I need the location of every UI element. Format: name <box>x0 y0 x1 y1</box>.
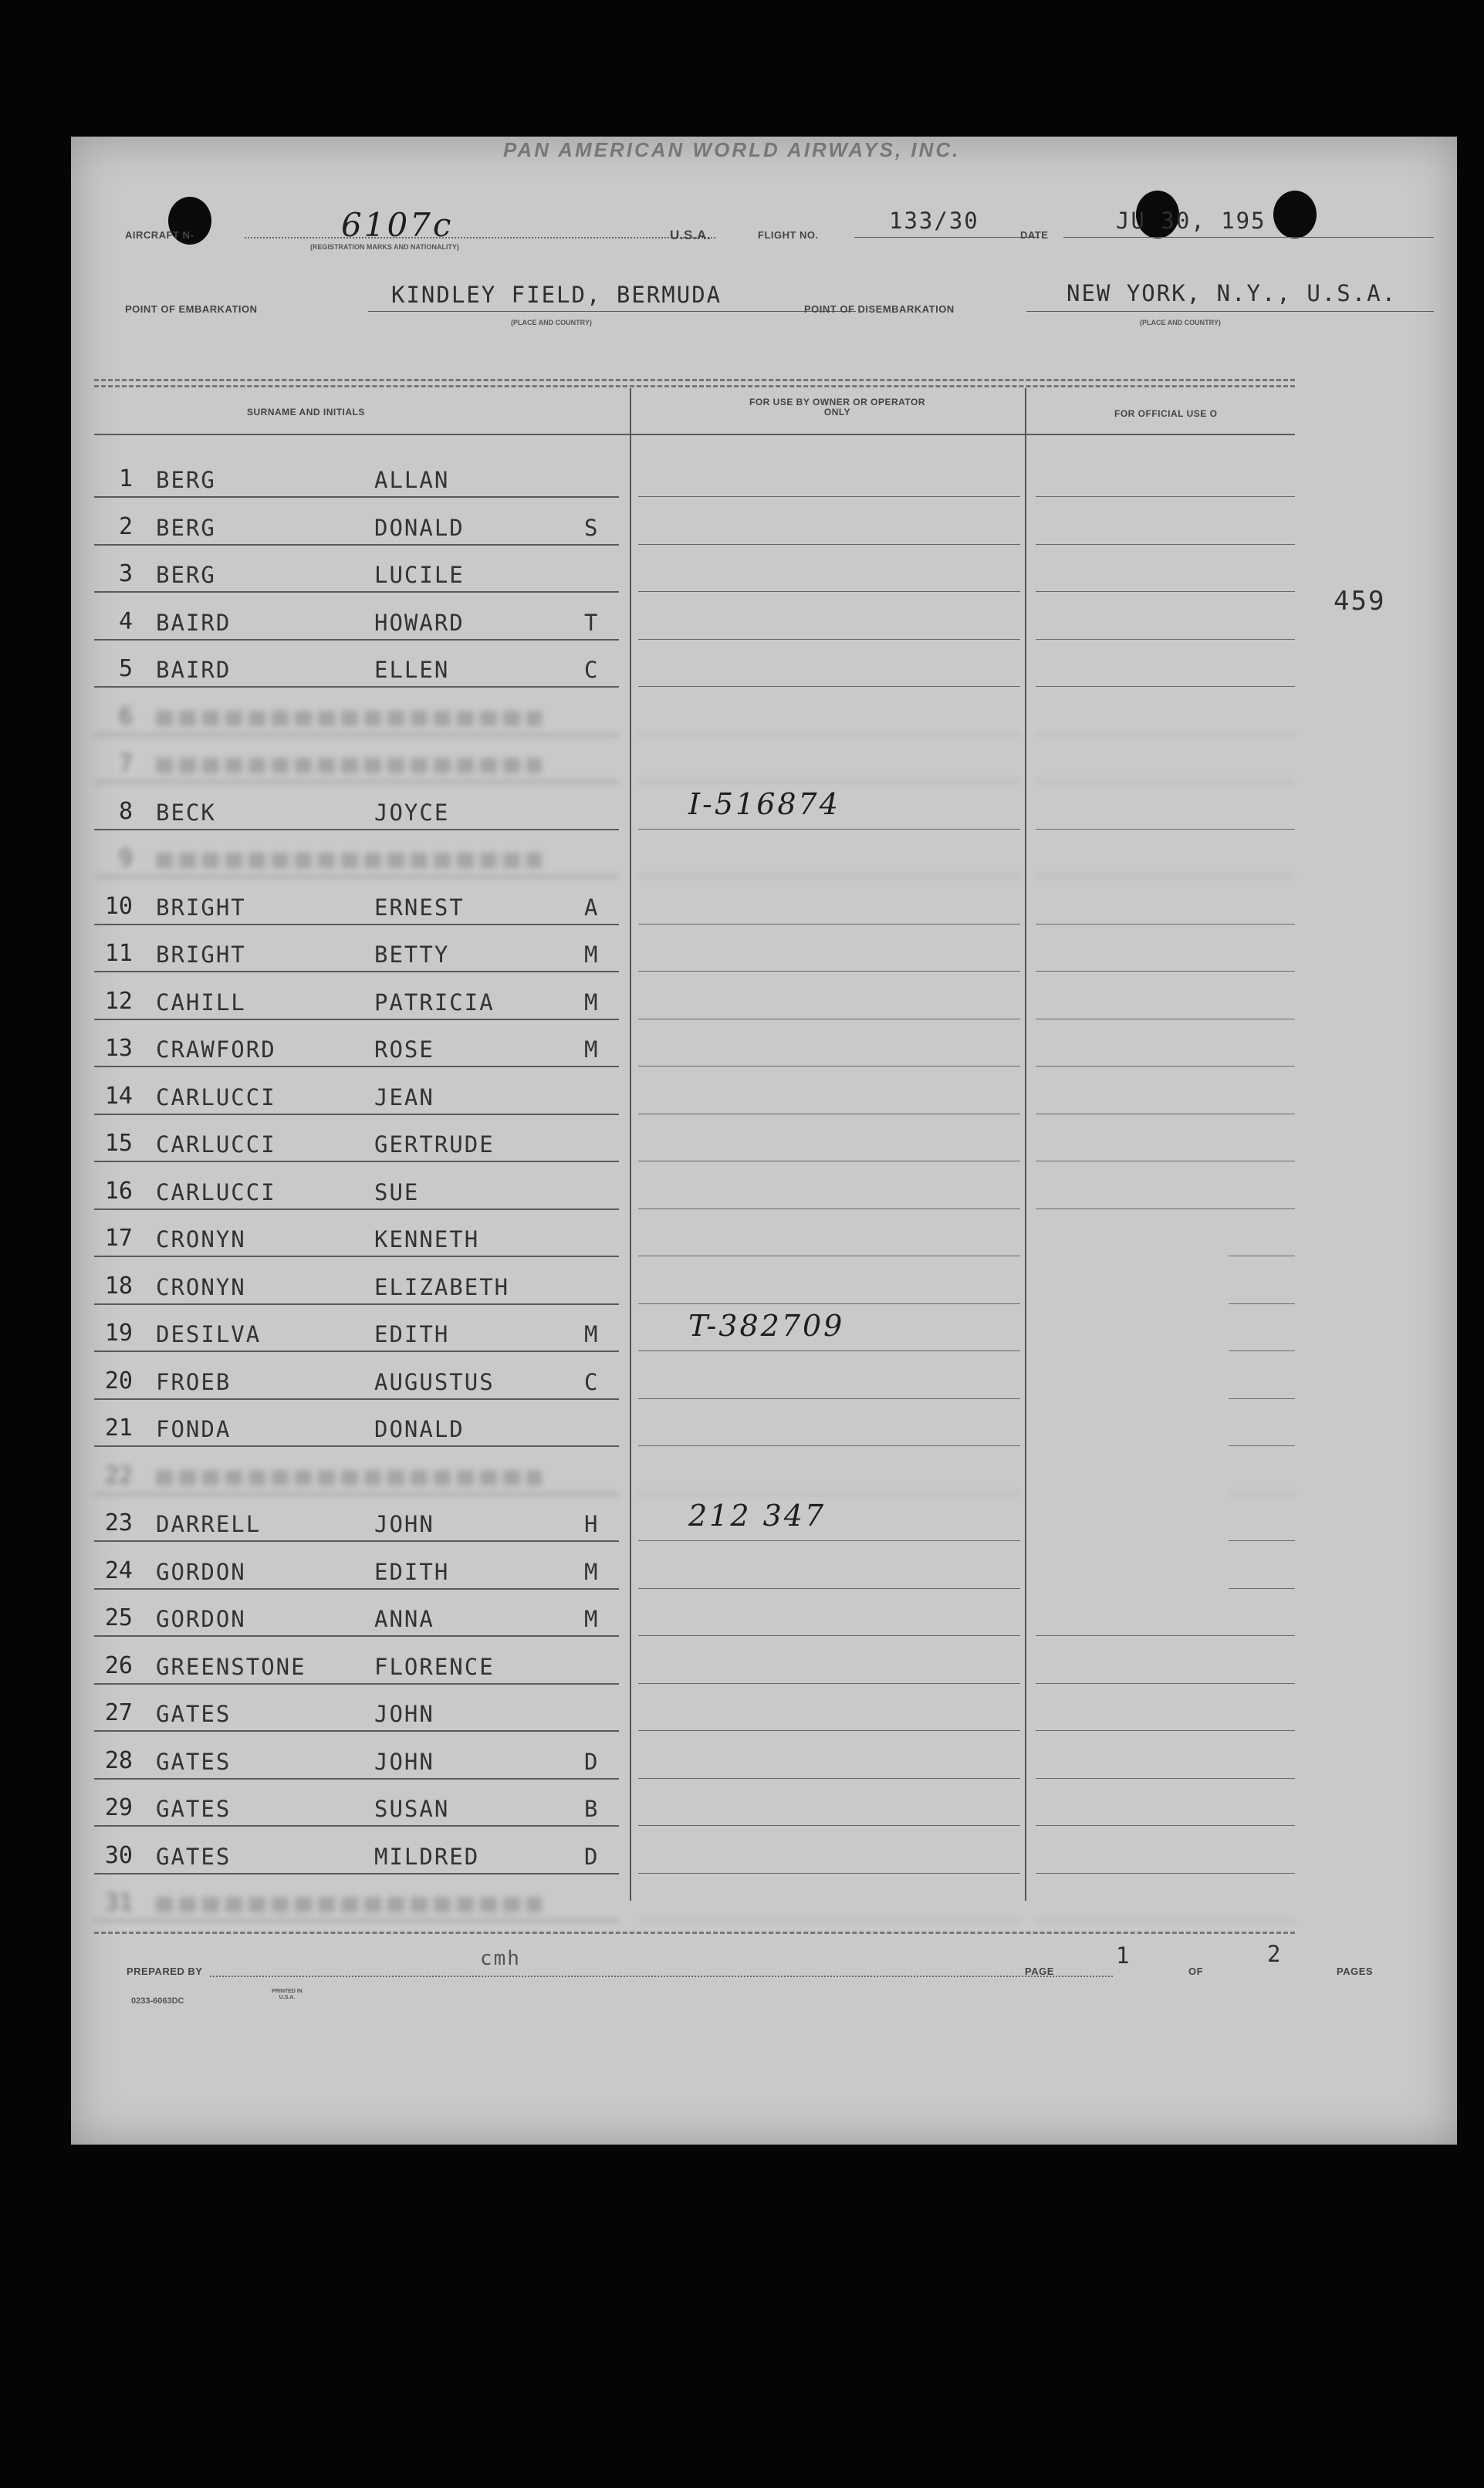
official-row-rule <box>1036 1066 1295 1067</box>
surname-cell: GATES <box>156 1701 232 1727</box>
usa-label: U.S.A. <box>670 228 712 242</box>
row-number: 8 <box>118 797 133 825</box>
surname-cell: GATES <box>156 1748 232 1775</box>
row-rule <box>94 1588 619 1590</box>
owner-row-rule <box>638 1066 1020 1067</box>
official-row-rule <box>1229 1350 1295 1351</box>
surname-cell: CRAWFORD <box>156 1036 276 1063</box>
owner-row-rule <box>638 496 1020 497</box>
initial-cell: S <box>584 514 600 541</box>
initial-cell: M <box>584 1036 600 1063</box>
row-rule <box>94 734 619 735</box>
table-row <box>71 1408 1457 1455</box>
owner-row-rule <box>638 1730 1020 1731</box>
row-rule <box>94 591 619 593</box>
surname-cell: BRIGHT <box>156 894 246 921</box>
surname-col-header: SURNAME AND INITIALS <box>247 407 365 417</box>
embark-label: POINT OF EMBARKATION <box>125 303 258 315</box>
table-row <box>71 934 1457 980</box>
table-row <box>71 1029 1457 1075</box>
surname-cell: BERG <box>156 514 216 541</box>
row-number: 18 <box>104 1272 133 1300</box>
given-name-cell: SUE <box>374 1178 420 1205</box>
row-rule <box>94 1303 619 1305</box>
initial-cell: M <box>584 1606 600 1632</box>
row-rule <box>94 496 619 498</box>
table-row <box>71 1836 1457 1882</box>
official-row-rule <box>1036 1825 1295 1826</box>
date-value: JU 30, 195 <box>1116 208 1266 234</box>
row-rule <box>94 971 619 972</box>
owner-row-rule <box>638 639 1020 640</box>
official-row-rule <box>1229 1445 1295 1446</box>
table-bottom-rule <box>94 1932 1295 1935</box>
punch-hole <box>1273 191 1317 238</box>
table-row <box>71 1077 1457 1123</box>
row-rule <box>94 1873 619 1874</box>
row-number: 25 <box>104 1604 133 1631</box>
given-name-cell: KENNETH <box>374 1226 480 1252</box>
disembark-sub: (PLACE AND COUNTRY) <box>1140 319 1221 326</box>
surname-cell: BRIGHT <box>156 941 246 968</box>
row-rule <box>94 829 619 830</box>
official-row-rule <box>1229 1540 1295 1541</box>
table-row <box>71 1883 1457 1929</box>
surname-cell: GORDON <box>156 1606 246 1632</box>
redacted-name <box>156 758 542 773</box>
given-name-cell: ERNEST <box>374 894 465 921</box>
embark-value: KINDLEY FIELD, BERMUDA <box>391 282 722 308</box>
owner-note: I-516874 <box>688 786 840 821</box>
row-rule <box>94 1825 619 1827</box>
table-row <box>71 1499 1457 1550</box>
given-name-cell: JEAN <box>374 1083 434 1110</box>
table-row <box>71 1788 1457 1834</box>
given-name-cell: JOHN <box>374 1748 434 1775</box>
official-col-header: FOR OFFICIAL USE O <box>1114 408 1218 419</box>
surname-cell: BAIRD <box>156 609 232 636</box>
row-rule <box>94 1683 619 1685</box>
surname-cell: FONDA <box>156 1416 232 1442</box>
row-number: 1 <box>118 465 133 492</box>
given-name-cell: ROSE <box>374 1036 434 1063</box>
table-top-rule <box>94 385 1295 389</box>
row-rule <box>94 1350 619 1352</box>
owner-row-rule <box>638 1540 1020 1541</box>
row-rule <box>94 544 619 546</box>
of-value: 2 <box>1267 1941 1283 1967</box>
given-name-cell: JOYCE <box>374 799 450 826</box>
given-name-cell: HOWARD <box>374 609 465 636</box>
surname-cell: CARLUCCI <box>156 1178 276 1205</box>
row-number: 12 <box>104 987 133 1015</box>
row-rule <box>94 1920 619 1922</box>
owner-row-rule <box>638 1350 1020 1351</box>
owner-col-header: FOR USE BY OWNER OR OPERATOR ONLY <box>749 397 926 417</box>
official-row-rule <box>1036 876 1295 877</box>
header-bottom-rule <box>94 434 1295 435</box>
initial-cell: A <box>584 894 600 921</box>
official-row-rule <box>1229 1398 1295 1399</box>
prepared-line <box>210 1976 1113 1978</box>
row-number: 31 <box>104 1889 133 1916</box>
table-row <box>71 1361 1457 1408</box>
surname-cell: FROEB <box>156 1368 232 1395</box>
owner-note: 212 347 <box>688 1499 827 1533</box>
table-row <box>71 507 1457 553</box>
embark-sub: (PLACE AND COUNTRY) <box>511 319 592 326</box>
owner-note: T-382709 <box>688 1309 845 1343</box>
table-top-rule <box>94 379 1295 383</box>
row-rule <box>94 1019 619 1020</box>
owner-row-rule <box>638 544 1020 545</box>
row-rule <box>94 1635 619 1637</box>
flight-line <box>854 237 1039 238</box>
row-number: 6 <box>118 702 133 730</box>
row-number: 20 <box>104 1367 133 1394</box>
official-row-rule <box>1229 1493 1295 1494</box>
row-number: 13 <box>104 1035 133 1062</box>
redacted-name <box>156 1897 542 1912</box>
row-rule <box>94 781 619 783</box>
owner-row-rule <box>638 1873 1020 1874</box>
surname-cell: BECK <box>156 799 216 826</box>
table-row <box>71 1309 1457 1360</box>
table-row <box>71 1219 1457 1265</box>
surname-cell: DARRELL <box>156 1511 262 1537</box>
official-row-rule <box>1036 1778 1295 1779</box>
given-name-cell: JOHN <box>374 1511 434 1537</box>
table-row <box>71 1171 1457 1218</box>
given-name-cell: ANNA <box>374 1606 434 1632</box>
given-name-cell: EDITH <box>374 1321 450 1347</box>
given-name-cell: FLORENCE <box>374 1653 495 1680</box>
owner-row-rule <box>638 1445 1020 1446</box>
table-row <box>71 602 1457 648</box>
table-row <box>71 1741 1457 1787</box>
row-number: 29 <box>104 1794 133 1821</box>
date-label: DATE <box>1020 229 1049 241</box>
official-row-rule <box>1036 591 1295 592</box>
given-name-cell: ELLEN <box>374 657 450 683</box>
manifest-sheet <box>71 137 1457 2145</box>
aircraft-value: 6107c <box>341 206 454 244</box>
initial-cell: H <box>584 1511 600 1537</box>
official-row-rule <box>1036 971 1295 972</box>
official-row-rule <box>1036 1730 1295 1731</box>
page-value: 1 <box>1116 1942 1131 1969</box>
owner-row-rule <box>638 924 1020 925</box>
given-name-cell: JOHN <box>374 1701 434 1727</box>
owner-row-rule <box>638 1303 1020 1304</box>
row-number: 26 <box>104 1651 133 1679</box>
given-name-cell: SUSAN <box>374 1796 450 1822</box>
row-rule <box>94 1161 619 1162</box>
row-rule <box>94 1540 619 1542</box>
row-number: 11 <box>104 940 133 967</box>
table-row <box>71 1456 1457 1503</box>
disembark-line <box>1026 311 1434 312</box>
pages-label: PAGES <box>1337 1966 1374 1977</box>
owner-row-rule <box>638 1920 1020 1921</box>
row-number: 30 <box>104 1841 133 1869</box>
margin-number: 459 <box>1334 586 1386 617</box>
row-number: 9 <box>118 845 133 872</box>
surname-cell: BERG <box>156 562 216 588</box>
table-row <box>71 1551 1457 1597</box>
redacted-name <box>156 853 542 868</box>
given-name-cell: AUGUSTUS <box>374 1368 495 1395</box>
row-rule <box>94 1256 619 1257</box>
disembark-value: NEW YORK, N.Y., U.S.A. <box>1067 280 1398 306</box>
row-number: 15 <box>104 1130 133 1157</box>
table-row <box>71 887 1457 933</box>
owner-row-rule <box>638 1825 1020 1826</box>
given-name-cell: DONALD <box>374 514 465 541</box>
owner-row-rule <box>638 591 1020 592</box>
given-name-cell: ALLAN <box>374 467 450 493</box>
of-label: OF <box>1188 1966 1204 1977</box>
table-row <box>71 1124 1457 1170</box>
owner-row-rule <box>638 1683 1020 1684</box>
carrier-title: PAN AMERICAN WORLD AIRWAYS, INC. <box>503 138 961 161</box>
surname-cell: CARLUCCI <box>156 1083 276 1110</box>
row-number: 3 <box>118 560 133 587</box>
table-row <box>71 786 1457 838</box>
row-rule <box>94 1066 619 1067</box>
surname-cell: GATES <box>156 1796 232 1822</box>
row-number: 5 <box>118 655 133 682</box>
owner-row-rule <box>638 1493 1020 1494</box>
owner-row-rule <box>638 1635 1020 1636</box>
given-name-cell: LUCILE <box>374 562 465 588</box>
table-row <box>71 839 1457 885</box>
official-row-rule <box>1036 1873 1295 1874</box>
official-row-rule <box>1036 1635 1295 1636</box>
row-number: 17 <box>104 1225 133 1252</box>
given-name-cell: MILDRED <box>374 1843 480 1870</box>
table-row <box>71 1598 1457 1645</box>
owner-row-rule <box>638 829 1020 830</box>
table-row <box>71 649 1457 695</box>
initial-cell: C <box>584 657 600 683</box>
owner-row-rule <box>638 971 1020 972</box>
given-name-cell: GERTRUDE <box>374 1131 495 1158</box>
official-row-rule <box>1229 1303 1295 1304</box>
table-row <box>71 744 1457 790</box>
date-line <box>1063 237 1434 238</box>
official-row-rule <box>1036 496 1295 497</box>
flight-label: FLIGHT NO. <box>758 229 819 241</box>
initial-cell: D <box>584 1843 600 1870</box>
row-number: 24 <box>104 1557 133 1584</box>
row-number: 14 <box>104 1082 133 1110</box>
official-row-rule <box>1036 639 1295 640</box>
page-label: PAGE <box>1025 1966 1054 1977</box>
given-name-cell: ELIZABETH <box>374 1273 510 1300</box>
row-rule <box>94 876 619 877</box>
initial-cell: T <box>584 609 600 636</box>
surname-cell: GORDON <box>156 1558 246 1585</box>
row-number: 21 <box>104 1415 133 1442</box>
owner-row-rule <box>638 734 1020 735</box>
initial-cell: M <box>584 989 600 1016</box>
official-row-rule <box>1036 1683 1295 1684</box>
row-number: 7 <box>118 750 133 777</box>
row-number: 2 <box>118 512 133 540</box>
given-name-cell: PATRICIA <box>374 989 495 1016</box>
row-rule <box>94 686 619 688</box>
given-name-cell: DONALD <box>374 1416 465 1442</box>
initial-cell: C <box>584 1368 600 1395</box>
surname-cell: DESILVA <box>156 1321 262 1347</box>
form-code: 0233-6063DC <box>131 1996 184 2006</box>
aircraft-line <box>245 237 715 239</box>
surname-cell: CRONYN <box>156 1226 246 1252</box>
disembark-label: POINT OF DISEMBARKATION <box>804 303 955 315</box>
row-rule <box>94 924 619 925</box>
given-name-cell: EDITH <box>374 1558 450 1585</box>
official-row-rule <box>1036 781 1295 782</box>
surname-cell: BAIRD <box>156 657 232 683</box>
owner-row-rule <box>638 1778 1020 1779</box>
owner-row-rule <box>638 1398 1020 1399</box>
initial-cell: M <box>584 1558 600 1585</box>
surname-cell: CARLUCCI <box>156 1131 276 1158</box>
row-number: 27 <box>104 1699 133 1726</box>
row-number: 16 <box>104 1177 133 1205</box>
owner-row-rule <box>638 876 1020 877</box>
row-rule <box>94 1730 619 1732</box>
row-rule <box>94 1778 619 1780</box>
owner-row-rule <box>638 1588 1020 1589</box>
aircraft-sub: (REGISTRATION MARKS AND NATIONALITY) <box>310 243 459 251</box>
table-row <box>71 1693 1457 1739</box>
table-row <box>71 459 1457 505</box>
row-rule <box>94 1445 619 1447</box>
prepared-label: PREPARED BY <box>127 1966 203 1977</box>
surname-cell: CRONYN <box>156 1273 246 1300</box>
table-row <box>71 982 1457 1028</box>
owner-row-rule <box>638 781 1020 782</box>
official-row-rule <box>1229 1588 1295 1589</box>
official-row-rule <box>1036 734 1295 735</box>
surname-cell: BERG <box>156 467 216 493</box>
row-number: 22 <box>104 1462 133 1489</box>
official-row-rule <box>1036 829 1295 830</box>
table-row <box>71 1646 1457 1692</box>
row-number: 23 <box>104 1509 133 1536</box>
initial-cell: M <box>584 1321 600 1347</box>
redacted-name <box>156 1470 542 1486</box>
given-name-cell: BETTY <box>374 941 450 968</box>
row-rule <box>94 1398 619 1400</box>
row-rule <box>94 639 619 641</box>
row-number: 10 <box>104 892 133 920</box>
initial-cell: M <box>584 941 600 968</box>
aircraft-label: AIRCRAFT N- <box>125 229 194 241</box>
official-row-rule <box>1036 686 1295 687</box>
printed-note: PRINTED IN U.S.A. <box>272 1989 303 2000</box>
row-number: 28 <box>104 1746 133 1774</box>
row-number: 19 <box>104 1320 133 1347</box>
embark-line <box>368 311 856 312</box>
flight-value: 133/30 <box>889 208 979 234</box>
official-row-rule <box>1036 544 1295 545</box>
prepared-value: cmh <box>480 1947 521 1970</box>
initial-cell: B <box>584 1796 600 1822</box>
surname-cell: GREENSTONE <box>156 1653 306 1680</box>
surname-cell: GATES <box>156 1843 232 1870</box>
row-rule <box>94 1493 619 1495</box>
row-number: 4 <box>118 607 133 635</box>
initial-cell: D <box>584 1748 600 1775</box>
table-row <box>71 697 1457 743</box>
redacted-name <box>156 711 542 726</box>
row-rule <box>94 1209 619 1210</box>
table-row <box>71 1266 1457 1313</box>
surname-cell: CAHILL <box>156 989 246 1016</box>
official-row-rule <box>1036 924 1295 925</box>
official-row-rule <box>1036 1920 1295 1921</box>
row-rule <box>94 1114 619 1115</box>
owner-row-rule <box>638 686 1020 687</box>
table-row <box>71 554 1457 600</box>
